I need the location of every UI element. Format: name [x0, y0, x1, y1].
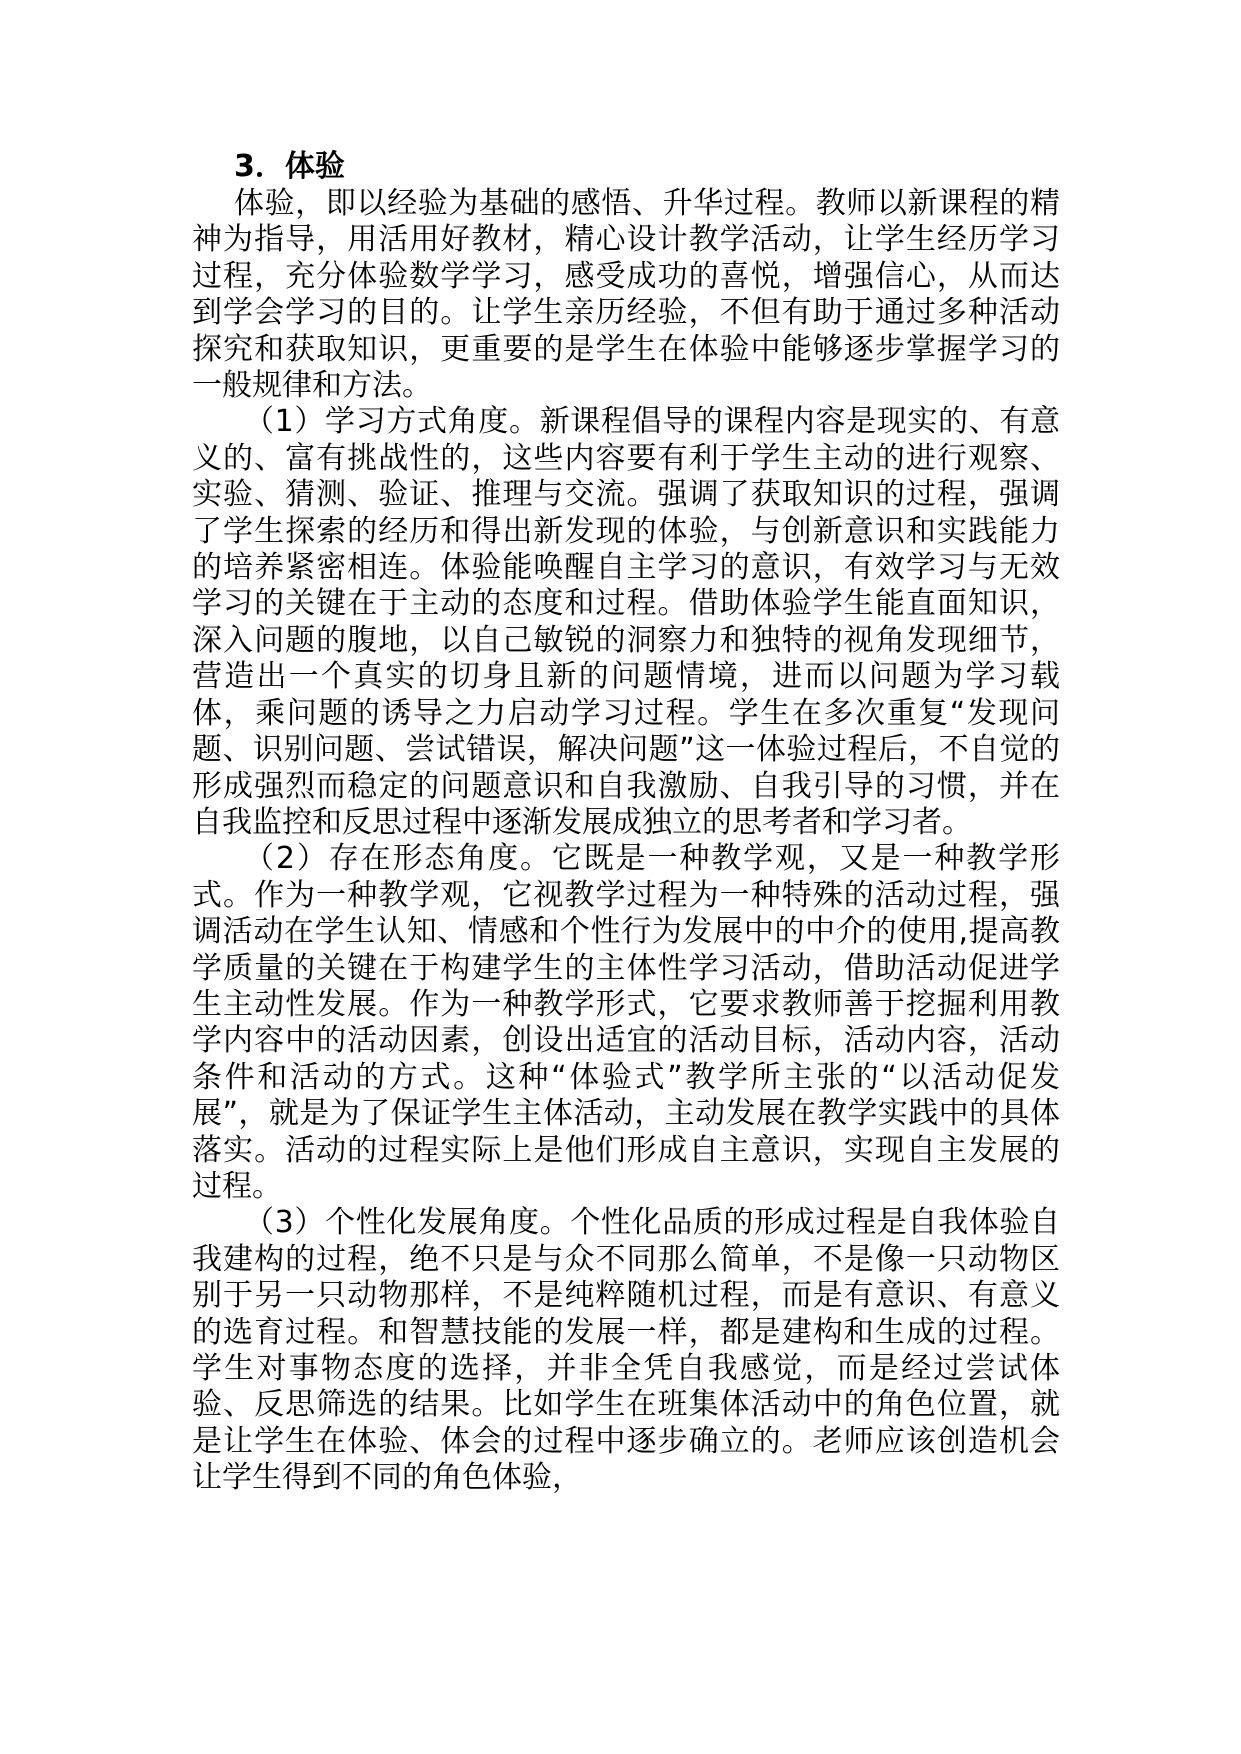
- section-heading: 3．体验: [234, 149, 345, 184]
- document-page: [192, 148, 1060, 1497]
- intro-paragraph: 体验，即以经验为基础的感悟、升华过程。教师以新课程的精神为指导，用活用好教材，精心设计教学活动，让学生经历学习过程，充分体验数学学习，感受成功的喜悦，增强信心，从而达到学会学习的目的。让学生亲历经验，不但有助于通过多种活动探究和获取知识，更重要的是学生在体验中能够逐步掌握学习的一般规律和方法。: [192, 186, 1060, 404]
- existence-form-paragraph: （2）存在形态角度。它既是一种教学观，又是一种教学形式。作为一种教学观，它视教学过程为一种特殊的活动过程，强调活动在学生认知、情感和个性行为发展中的中介的使用,提高教学质量的关键在于构建学生的主体性学习活动，借助活动促进学生主动性发展。作为一种教学形式，它要求教师善于挖掘利用教学内容中的活动因素，创设出适宜的活动目标，活动内容，活动条件和活动的方式。这种“体验式”教学所主张的“以活动促发展”，就是为了保证学生主体活动，主动发展在教学实践中的具体落实。活动的过程实际上是他们形成自主意识，实现自主发展的过程。: [192, 841, 1060, 1204]
- personalized-development-paragraph: （3）个性化发展角度。个性化品质的形成过程是自我体验自我建构的过程，绝不只是与众不同那么简单，不是像一只动物区别于另一只动物那样，不是纯粹随机过程，而是有意识、有意义的选育过程。和智慧技能的发展一样，都是建构和生成的过程。学生对事物态度的选择，并非全凭自我感觉，而是经过尝试体验、反思筛选的结果。比如学生在班集体活动中的角色位置，就是让学生在体验、体会的过程中逐步确立的。老师应该创造机会让学生得到不同的角色体验，: [192, 1205, 1060, 1496]
- learning-mode-paragraph: （1）学习方式角度。新课程倡导的课程内容是现实的、有意义的、富有挑战性的，这些内容要有利于学生主动的进行观察、实验、猜测、验证、推理与交流。强调了获取知识的过程，强调了学生探索的经历和得出新发现的体验，与创新意识和实践能力的培养紧密相连。体验能唤醒自主学习的意识，有效学习与无效学习的关键在于主动的态度和过程。借助体验学生能直面知识，深入问题的腹地，以自己敏锐的洞察力和独特的视角发现细节，营造出一个真实的切身且新的问题情境，进而以问题为学习载体，乘问题的诱导之力启动学习过程。学生在多次重复“发现问题、识别问题、尝试错误，解决问题”这一体验过程后，不自觉的形成强烈而稳定的问题意识和自我激励、自我引导的习惯，并在自我监控和反思过程中逐渐发展成独立的思考者和学习者。: [192, 404, 1060, 840]
